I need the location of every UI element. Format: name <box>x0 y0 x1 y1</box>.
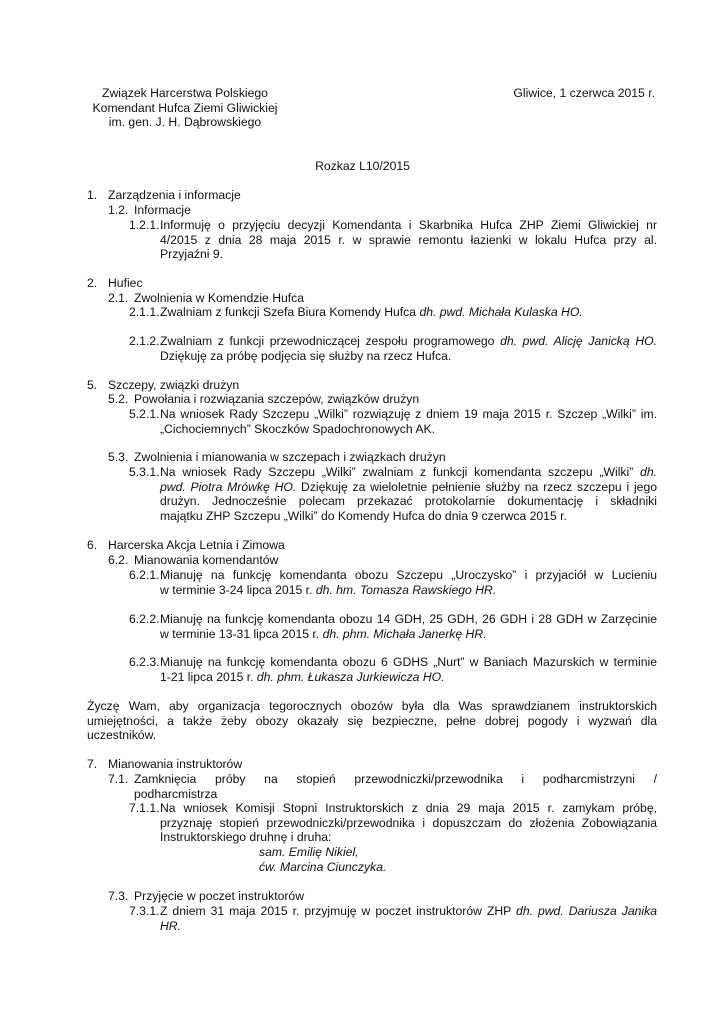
subsection-title: Zwolnienia i mianowania w szczepach i związkach drużyn <box>134 450 446 464</box>
text-line <box>160 334 657 349</box>
text-line: drużyn. Jednocześnie polecam przekazać protokolarnie dokumentację i składniki <box>160 494 657 509</box>
text-line: majątku ZHP Szczepu „Wilki” do Komendy Hufca do dnia 9 czerwca 2015 r. <box>160 508 567 523</box>
point-text <box>160 655 657 684</box>
text-run: w terminie 13-31 lipca 2015 r. <box>160 626 323 641</box>
org-unit: Komendant Hufca Ziemi Gliwickiej <box>92 100 278 115</box>
person-name: dh. pwd. Dariusza Janika <box>516 904 658 918</box>
text-line: przyznaję stopień przewodniczki/przewodnika i dopuszczam do złożenia Zobowiązania <box>160 815 657 830</box>
point-number: 1.2.1. <box>129 218 160 232</box>
text-run: Dziękuję za wieloletnie pełnienie służby na rzecz szczepu i jego <box>296 479 657 494</box>
point-number: 2.1.1. <box>129 305 160 319</box>
point-text <box>160 218 657 262</box>
point-number: 5.3.1. <box>129 465 160 479</box>
person-name: dh. phm. Michała Janerkę HR. <box>322 626 487 641</box>
person-name: dh. pwd. Alicję Janicką HO. <box>500 334 657 348</box>
subsection-number: 5.3. <box>108 450 129 464</box>
point-number: 7.3.1. <box>129 904 160 918</box>
point-text <box>160 568 657 597</box>
text-line: Życzę Wam, aby organizacja tegorocznych obozów była dla Was sprawdzianem instruktorskich <box>87 699 657 713</box>
point-number: 2.1.2. <box>129 334 160 348</box>
text-run: Na wniosek Rady Szczepu „Wilki” zwalniam z funkcji komendanta szczepu „Wilki” <box>160 465 641 479</box>
point-text <box>160 465 657 523</box>
subsection-number: 7.1. <box>108 772 129 786</box>
text-line: Instruktorskiego druhnę i druha: <box>160 830 332 845</box>
person-name: dh. phm. Łukasza Jurkiewicza HO. <box>256 669 445 684</box>
person-name: HR. <box>160 918 181 933</box>
text-line <box>160 465 657 480</box>
text-line: uczestników. <box>87 728 157 743</box>
subsection-number: 1.2. <box>108 203 129 217</box>
subsection-title <box>134 772 657 801</box>
nominee-name <box>259 845 359 860</box>
subsection-title: Przyjęcie w poczet instruktorów <box>134 889 305 903</box>
text-line: 4/2015 z dnia 28 maja 2015 r. w sprawie remontu łazienki w lokalu Hufca przy al. <box>160 232 657 247</box>
person-name: sam. Emilię Nikiel, <box>259 845 359 859</box>
text-line: Na wniosek Komisji Stopni Instruktorskich z dnia 29 maja 2015 r. zamykam próbę, <box>160 801 657 815</box>
point-number: 5.2.1. <box>129 407 160 421</box>
subsection-number: 2.1. <box>108 291 129 305</box>
point-text <box>160 904 657 933</box>
section-title: Szczepy, związki drużyn <box>108 378 240 392</box>
point-number: 6.2.3. <box>129 655 160 669</box>
text-line: Mianuję na funkcję komendanta obozu 6 GDHS „Nurt” w Baniach Mazurskich w terminie <box>160 655 657 669</box>
organization-header <box>60 86 310 130</box>
point-text <box>160 305 583 320</box>
text-line <box>160 670 657 685</box>
section-title: Harcerska Akcja Letnia i Zimowa <box>108 538 285 552</box>
org-patron: im. gen. J. H. Dąbrowskiego <box>108 115 262 130</box>
subsection-title: Informacje <box>134 203 191 217</box>
text-line: „Cichociemnych” Skoczków Spadochronowych AK. <box>160 421 436 436</box>
point-number: 6.2.1. <box>129 568 160 582</box>
text-line: Mianuję na funkcję komendanta obozu Szczepu „Uroczysko” i przyjaciół w Lucieniu <box>160 568 657 582</box>
text-run: Z dniem 31 maja 2015 r. przyjmuję w poczet instruktorów ZHP <box>160 904 517 918</box>
text-line <box>160 919 657 934</box>
section-title: Hufiec <box>108 276 143 290</box>
text-line: Mianuję na funkcję komendanta obozu 14 GDH, 25 GDH, 26 GDH i 28 GDH w Zarzęcinie <box>160 612 657 626</box>
wishes-paragraph <box>87 699 657 743</box>
place-date: Gliwice, 1 czerwca 2015 r. <box>513 86 655 100</box>
text-run: w terminie 3-24 lipca 2015 r. <box>160 582 316 597</box>
subsection-number: 5.2. <box>108 392 129 406</box>
text-line <box>160 480 657 495</box>
text-run: 1-21 lipca 2015 r. <box>160 669 257 684</box>
text-line: Dziękuję za próbę podjęcia się służby na rzecz Hufca. <box>160 348 452 363</box>
point-number: 6.2.2. <box>129 612 160 626</box>
subsection-title: Zwolnienia w Komendzie Hufca <box>134 291 305 305</box>
org-name: Związek Harcerstwa Polskiego <box>102 86 268 100</box>
subsection-number: 7.3. <box>108 889 129 903</box>
section-number: 5. <box>87 378 98 392</box>
section-number: 6. <box>87 538 98 552</box>
point-text <box>160 612 657 641</box>
text-line: Na wniosek Rady Szczepu „Wilki” rozwiązuję z dniem 19 maja 2015 r. Szczep „Wilki” im. <box>160 407 657 421</box>
text-line: Przyjaźni 9. <box>160 247 223 262</box>
text-line <box>160 627 657 642</box>
point-text <box>160 407 657 436</box>
section-number: 1. <box>87 188 98 202</box>
section-title: Zarządzenia i informacje <box>108 188 241 202</box>
section-number: 2. <box>87 276 98 290</box>
text-line <box>160 583 657 598</box>
text-line: podharcmistrza <box>134 786 218 801</box>
person-name: dh. hm. Tomasza Rawskiego HR. <box>315 582 497 597</box>
subsection-number: 6.2. <box>108 553 129 567</box>
document-title: Rozkaz L10/2015 <box>315 159 410 173</box>
subsection-title: Powołania i rozwiązania szczepów, związków drużyn <box>134 392 420 406</box>
person-name: dh. <box>640 465 657 479</box>
point-text <box>160 334 657 363</box>
text-line: Informuję o przyjęciu decyzji Komendanta i Skarbnika Hufca ZHP Ziemi Gliwickiej nr <box>160 218 657 232</box>
section-title: Mianowania instruktorów <box>108 757 243 771</box>
point-text <box>160 801 657 845</box>
text-line: umiejętności, a także żeby obozy okazały się bezpieczne, pełne dobrej pogody i wyzwań dla <box>87 713 657 728</box>
person-name: pwd. Piotra Mrówkę HO. <box>160 479 297 494</box>
point-number: 7.1.1. <box>129 801 160 815</box>
text-line: Zamknięcia próby na stopień przewodniczki/przewodnika i podharcmistrzyni / <box>134 772 657 786</box>
text-run: Zwalniam z funkcji przewodniczącej zespołu programowego <box>160 334 501 348</box>
nominee-name <box>259 860 386 875</box>
text-line <box>160 904 657 919</box>
text-run: Zwalniam z funkcji Szefa Biura Komendy Hufca <box>160 305 420 319</box>
person-name: dh. pwd. Michała Kulaska HO. <box>419 305 583 319</box>
person-name: ćw. Marcina Ciunczyka. <box>259 860 387 874</box>
subsection-title: Mianowania komendantów <box>134 553 279 567</box>
section-number: 7. <box>87 757 98 771</box>
